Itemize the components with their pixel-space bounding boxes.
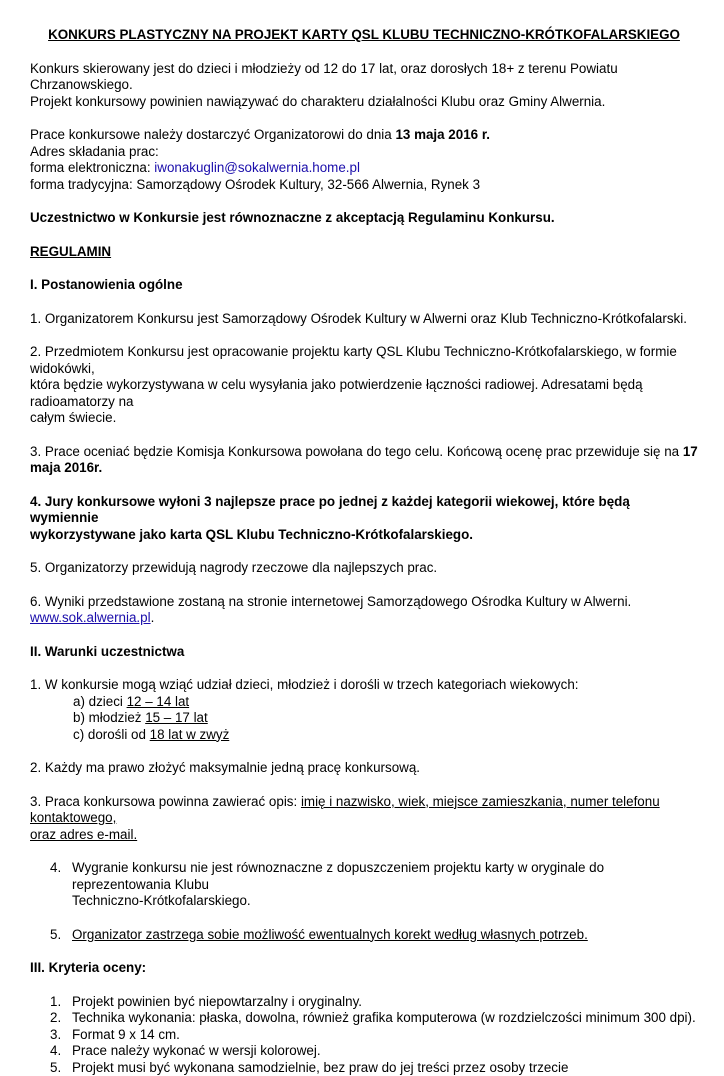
traditional-address: forma tradycyjna: Samorządowy Ośrodek Kultury, 32-566 Alwernia, Rynek 3 [30,177,698,194]
address-label: Adres składania prac: [30,144,698,161]
acceptance-statement: Uczestnictwo w Konkursie jest równoznaczne z akceptacją Regulaminu Konkursu. [30,210,698,227]
point-4-line-2: Techniczno-Krótkofalarskiego. [72,893,698,910]
criteria-item [30,994,698,1011]
regulamin-heading: REGULAMIN [30,244,698,261]
website-link[interactable]: www.sok.alwernia.pl [30,610,151,625]
criteria-text: Projekt powinien być niepowtarzalny i oryginalny. [72,994,698,1011]
criteria-number: 4. [30,1043,72,1060]
section-1-point-6 [30,594,698,627]
section-1-point-2-line-3: całym świecie. [30,410,698,427]
criteria-item [30,1043,698,1060]
point-5-number: 5. [30,927,72,944]
category-a [30,694,698,711]
section-2-point-3-line-2: oraz adres e-mail. [30,827,698,844]
section-1-point-4-line-1: 4. Jury konkursowe wyłoni 3 najlepsze prace po jednej z każdej kategorii wiekowej, które będą wymiennie [30,494,698,527]
point-6-text: 6. Wyniki przedstawione zostaną na stronie internetowej Samorządowego Ośrodka Kultury w Alwerni. [30,594,631,609]
category-a-label: a) dzieci [73,694,127,709]
section-1-heading: I. Postanowienia ogólne [30,277,698,294]
point-3-date: 17 maja 2016r. [30,444,698,476]
criteria-number: 3. [30,1027,72,1044]
point-5-text: Organizator zastrzega sobie możliwość ewentualnych korekt według własnych potrzeb. [72,927,698,944]
criteria-text: Technika wykonania: płaska, dowolna, również grafika komputerowa (w rozdzielczości minimum 300 dpi). [72,1010,698,1027]
category-c-range: 18 lat w zwyż [150,727,230,742]
section-1-point-3 [30,444,698,477]
point-3-label: 3. Praca konkursowa powinna zawierać opis: [30,794,301,809]
category-b [30,710,698,727]
section-2-heading: II. Warunki uczestnictwa [30,644,698,661]
deadline-line [30,127,698,144]
category-a-range: 12 – 14 lat [127,694,190,709]
intro-line-2: Projekt konkursowy powinien nawiązywać do charakteru działalności Klubu oraz Gminy Alwernia. [30,94,698,111]
criteria-text: Projekt musi być wykonana samodzielnie, bez praw do jej treści przez osoby trzecie [72,1060,698,1076]
criteria-item [30,1027,698,1044]
document-title: KONKURS PLASTYCZNY NA PROJEKT KARTY QSL KLUBU TECHNICZNO-KRÓTKOFALARSKIEGO [30,27,698,44]
section-2-point-5 [30,927,698,944]
section-2-point-3-line-1 [30,794,698,827]
section-2-point-1: 1. W konkursie mogą wziąć udział dzieci, młodzież i dorośli w trzech kategoriach wiekowych: [30,677,698,694]
point-4-text [72,860,698,910]
criteria-text: Format 9 x 14 cm. [72,1027,698,1044]
criteria-list [30,994,698,1076]
deadline-prefix: Prace konkursowe należy dostarczyć Organizatorowi do dnia [30,127,395,142]
section-1-point-4-line-2: wykorzystywane jako karta QSL Klubu Techniczno-Krótkofalarskiego. [30,527,698,544]
criteria-number: 2. [30,1010,72,1027]
category-c [30,727,698,744]
criteria-number: 5. [30,1060,72,1076]
criteria-item [30,1060,698,1076]
email-line [30,160,698,177]
point-4-line-1: Wygranie konkursu nie jest równoznaczne z dopuszczeniem projektu karty w oryginale do reprezentowania Klubu [72,860,698,893]
criteria-text: Prace należy wykonać w wersji kolorowej. [72,1043,698,1060]
section-2-point-4 [30,860,698,910]
email-label: forma elektroniczna: [30,160,154,175]
point-3-required-fields: imię i nazwisko, wiek, miejsce zamieszkania, numer telefonu kontaktowego, [30,794,660,826]
section-2-point-2: 2. Każdy ma prawo złożyć maksymalnie jedną pracę konkursową. [30,760,698,777]
category-b-range: 15 – 17 lat [145,710,208,725]
section-3-heading: III. Kryteria oceny: [30,960,698,977]
email-link[interactable]: iwonakuglin@sokalwernia.home.pl [154,160,360,175]
criteria-number: 1. [30,994,72,1011]
section-1-point-5: 5. Organizatorzy przewidują nagrody rzeczowe dla najlepszych prac. [30,560,698,577]
deadline-date: 13 maja 2016 r. [395,127,490,142]
category-b-label: b) młodzież [73,710,145,725]
category-c-label: c) dorośli od [73,727,150,742]
intro-line-1: Konkurs skierowany jest do dzieci i młodzieży od 12 do 17 lat, oraz dorosłych 18+ z terenu Powiatu Chrzanowskiego. [30,61,698,94]
point-4-number: 4. [30,860,72,910]
section-1-point-2-line-2: która będzie wykorzystywana w celu wysyłania jako potwierdzenie łączności radiowej. Adresatami będą radioamatorzy na [30,377,698,410]
point-3-text: 3. Prace oceniać będzie Komisja Konkursowa powołana do tego celu. Końcową ocenę prac przewiduje się na [30,444,683,459]
criteria-item [30,1010,698,1027]
document-page [30,27,698,1076]
section-1-point-2-line-1: 2. Przedmiotem Konkursu jest opracowanie projektu karty QSL Klubu Techniczno-Krótkofalarskiego, w formie widokówki, [30,344,698,377]
section-1-point-1: 1. Organizatorem Konkursu jest Samorządowy Ośrodek Kultury w Alwerni oraz Klub Techniczno-Krótkofalarski. [30,311,698,328]
point-6-suffix: . [151,610,155,625]
